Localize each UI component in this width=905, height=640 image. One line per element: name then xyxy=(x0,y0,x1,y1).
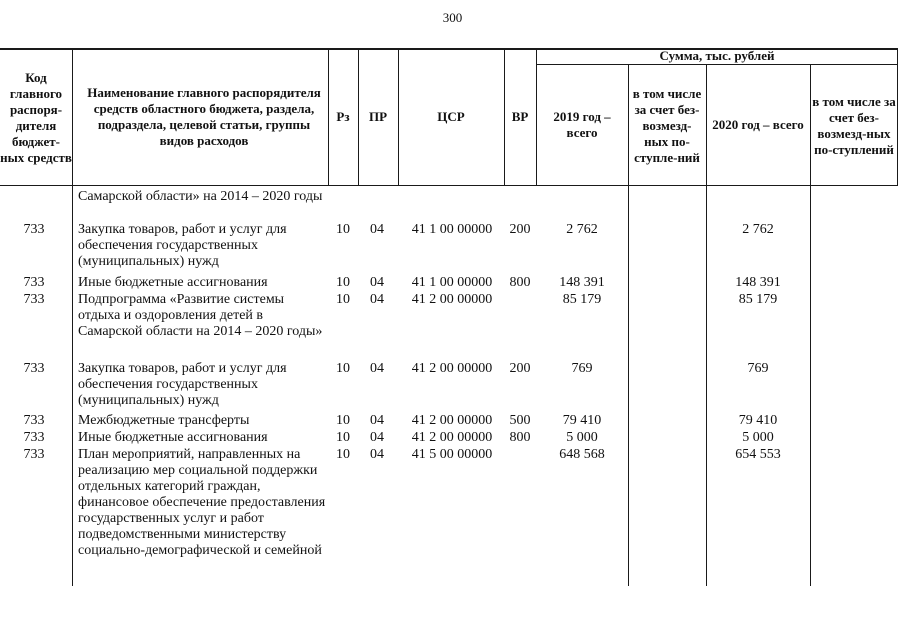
col-divider-code xyxy=(72,48,73,186)
row-sum-2019: 79 410 xyxy=(562,413,602,428)
row-csr: 41 2 00 00000 xyxy=(411,413,493,428)
col-divider-2020 xyxy=(810,64,811,186)
col-divider-vr xyxy=(536,48,537,186)
body-col-divider-code xyxy=(72,186,73,586)
body-col-divider-right xyxy=(810,186,811,586)
row-pr: 04 xyxy=(370,361,384,376)
header-vr: ВР xyxy=(511,109,529,124)
header-2019-free: в том числе за счет без-возмезд-ных по-ступле-ний xyxy=(632,86,702,165)
row-sum-2019: 148 391 xyxy=(559,275,605,290)
row-rz: 10 xyxy=(336,222,350,237)
body-col-divider-2019-free xyxy=(628,186,629,586)
row-csr: 41 2 00 00000 xyxy=(411,292,493,307)
page-number: 300 xyxy=(442,10,463,25)
header-2020-free: в том числе за счет без-возмезд-ных по-ступлений xyxy=(812,94,896,157)
header-code: Код главного распоря-дителя бюджет-ных средств xyxy=(0,70,72,165)
body-col-divider-2020 xyxy=(706,186,707,586)
row-csr: 41 2 00 00000 xyxy=(411,361,493,376)
row-sum-2020: 148 391 xyxy=(735,275,781,290)
row-rz: 10 xyxy=(336,275,350,290)
row-code: 733 xyxy=(23,292,45,307)
row-name: Иные бюджетные ассигнования xyxy=(78,430,268,445)
row-pr: 04 xyxy=(370,430,384,445)
row-pr: 04 xyxy=(370,275,384,290)
row-vr: 500 xyxy=(509,413,531,428)
row-code: 733 xyxy=(23,361,45,376)
row-name: Самарской области» на 2014 – 2020 годы xyxy=(78,189,323,204)
row-name: Закупка товаров, работ и услуг для обеспечения государственных (муниципальных) нужд xyxy=(78,222,287,269)
row-csr: 41 1 00 00000 xyxy=(411,222,493,237)
row-rz: 10 xyxy=(336,447,350,462)
row-pr: 04 xyxy=(370,292,384,307)
row-pr: 04 xyxy=(370,413,384,428)
row-rz: 10 xyxy=(336,413,350,428)
row-name: Межбюджетные трансферты xyxy=(78,413,250,428)
row-rz: 10 xyxy=(336,292,350,307)
header-bottom-rule xyxy=(0,185,898,186)
col-divider-right xyxy=(897,48,898,186)
row-vr: 800 xyxy=(509,275,531,290)
row-sum-2019: 769 xyxy=(571,361,593,376)
row-name: Подпрограмма «Развитие системы отдыха и оздоровления детей в Самарской области на 2014 – 2020 годы» xyxy=(78,292,323,339)
header-2019-total: 2019 год – всего xyxy=(553,109,611,140)
row-sum-2020: 5 000 xyxy=(742,430,774,445)
header-pr: ПР xyxy=(368,109,388,124)
row-csr: 41 5 00 00000 xyxy=(411,447,493,462)
row-code: 733 xyxy=(23,447,45,462)
row-code: 733 xyxy=(23,222,45,237)
row-pr: 04 xyxy=(370,447,384,462)
row-code: 733 xyxy=(23,430,45,445)
row-csr: 41 2 00 00000 xyxy=(411,430,493,445)
header-sum-title: Сумма, тыс. рублей xyxy=(659,48,775,63)
col-divider-2019-free xyxy=(706,64,707,186)
row-sum-2019: 85 179 xyxy=(562,292,602,307)
row-sum-2020: 2 762 xyxy=(742,222,774,237)
row-code: 733 xyxy=(23,275,45,290)
header-csr: ЦСР xyxy=(437,109,465,124)
row-sum-2020: 769 xyxy=(747,361,769,376)
header-2020-total: 2020 год – всего xyxy=(712,117,804,132)
row-sum-2019: 5 000 xyxy=(566,430,598,445)
row-vr: 200 xyxy=(509,222,531,237)
row-name: Закупка товаров, работ и услуг для обеспечения государственных (муниципальных) нужд xyxy=(78,361,287,408)
row-name: План мероприятий, направленных на реализацию мер социальной поддержки отдельных категорий граждан, финансовое обеспечение предоставления государственных услуг и работ подведомственными министерству социально-демографической и семейной xyxy=(78,447,326,558)
row-sum-2020: 85 179 xyxy=(738,292,778,307)
header-rz: Рз xyxy=(336,109,350,124)
row-code: 733 xyxy=(23,413,45,428)
row-vr: 800 xyxy=(509,430,531,445)
row-csr: 41 1 00 00000 xyxy=(411,275,493,290)
row-sum-2020: 79 410 xyxy=(738,413,778,428)
row-sum-2020: 654 553 xyxy=(735,447,781,462)
header-name: Наименование главного распорядителя средств областного бюджета, раздела, подраздела, целевой статьи, группы видов расходов xyxy=(87,85,321,148)
col-divider-2019 xyxy=(628,64,629,186)
row-vr: 200 xyxy=(509,361,531,376)
row-sum-2019: 648 568 xyxy=(559,447,605,462)
row-sum-2019: 2 762 xyxy=(566,222,598,237)
row-rz: 10 xyxy=(336,430,350,445)
row-name: Иные бюджетные ассигнования xyxy=(78,275,268,290)
row-pr: 04 xyxy=(370,222,384,237)
row-rz: 10 xyxy=(336,361,350,376)
sum-title-rule xyxy=(536,64,898,65)
